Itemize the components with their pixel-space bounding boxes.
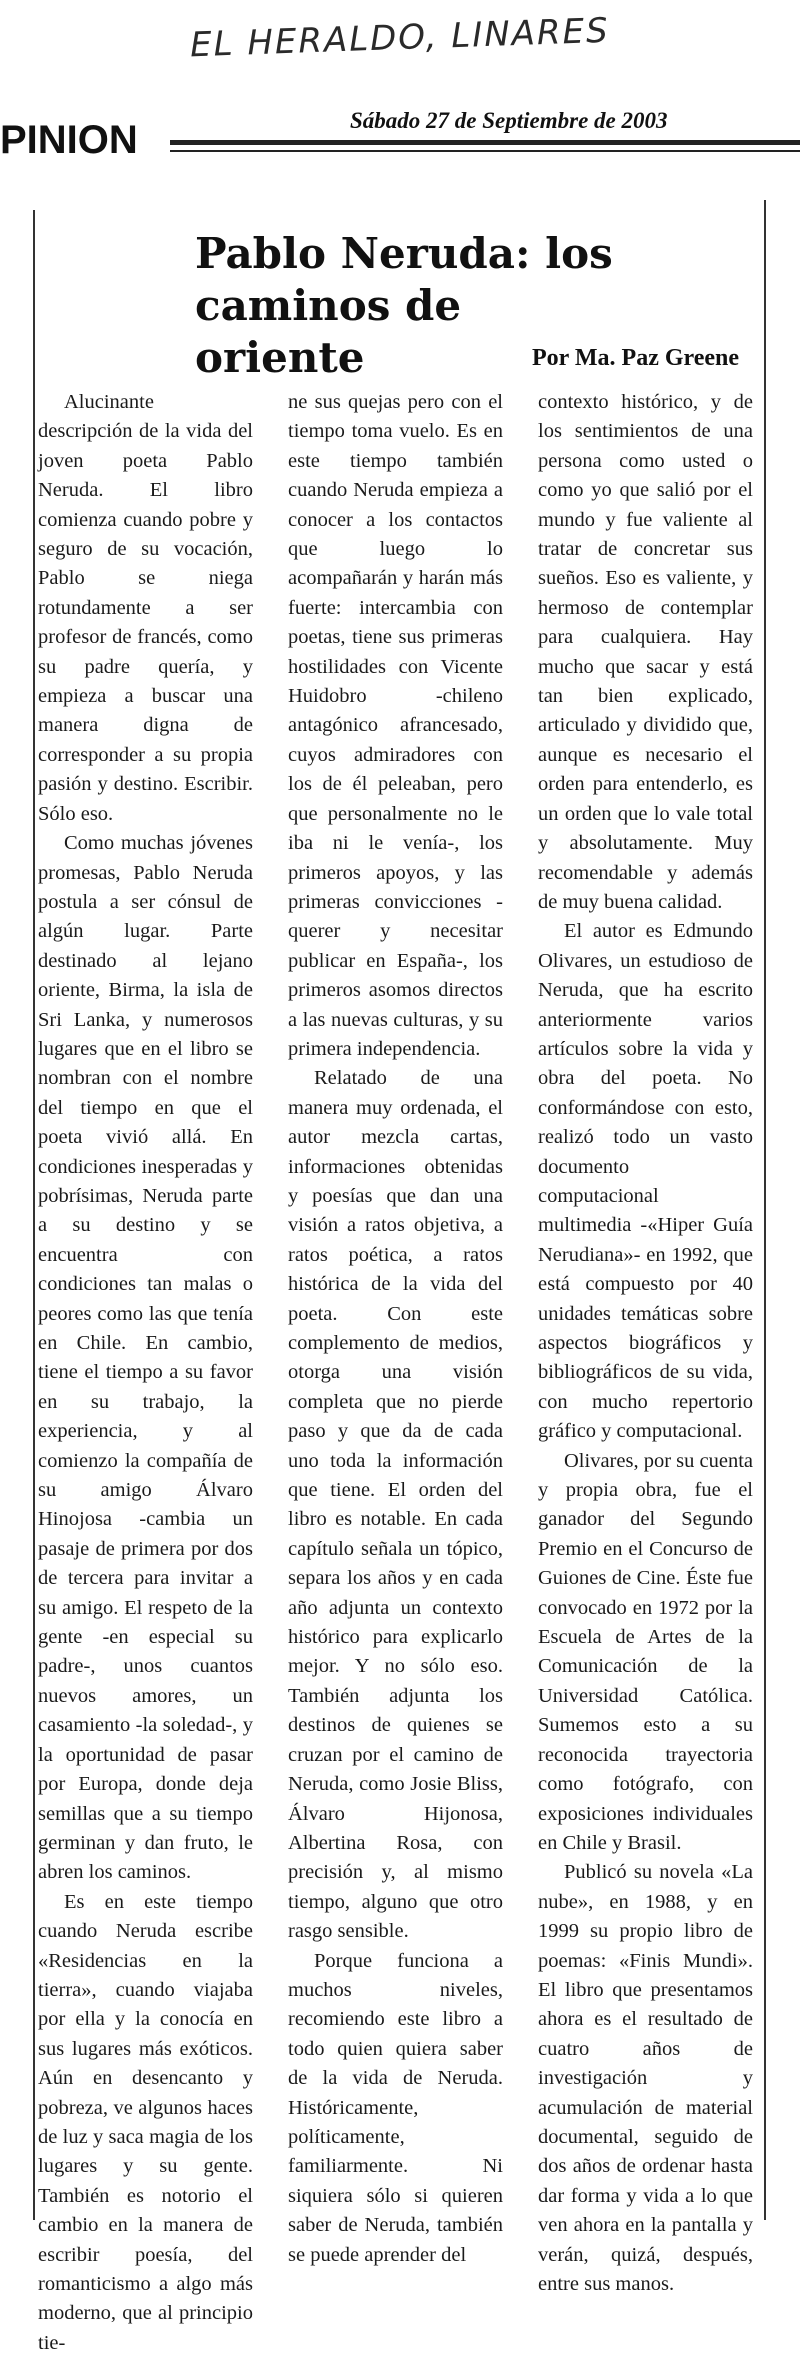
paragraph: contexto histórico, y de los sentimientos de una persona como usted o como yo que salió por el mundo y fue valiente al tratar de concretar sus sueños. Eso es valiente, y hermoso de contemplar para cualquiera. Hay mucho que sacar y está tan bien explicado, articulado y dividido que, aunque es necesario el orden para entenderlo, es un orden que lo vale total y absolutamente. Muy recomendable y además de muy buena calidad. [538, 391, 753, 913]
handwritten-source-note: EL HERALDO, LINARES [189, 10, 611, 66]
paragraph: Relatado de una manera muy ordenada, el autor mezcla cartas, informaciones obtenidas y poesías que dan una visión a ratos objetiva, a ratos poética, a ratos histórica de la vida del poeta. Con este complemento de medios, otorga una visión completa que no pierde paso y que da de cada uno toda la información que tiene. El orden del libro es notable. En cada capítulo señala un tópico, separa los años y en cada año adjunta un contexto histórico para explicarlo mejor. Y no sólo eso. También adjunta los destinos de quienes se cruzan por el camino de Neruda, como Josie Bliss, Álvaro Hijonosa, Albertina Rosa, con precisión y, al mismo tiempo, alguno que otro rasgo sensible. [288, 1067, 503, 1943]
article-column-2 [288, 388, 503, 2270]
paragraph: Publicó su novela «La nube», en 1988, y en 1999 su propio libro de poemas: «Finis Mundi». El libro que presentamos ahora es el resultado de cuatro años de investigación y acumulación de material documental, seguido de dos años de ordenar hasta dar forma y vida a lo que ven ahora en la pantalla y verán, quizá, después, entre sus manos. [538, 1861, 753, 2295]
paragraph: ne sus quejas pero con el tiempo toma vuelo. Es en este tiempo también cuando Neruda empieza a conocer a los contactos que luego lo acompañarán y harán más fuerte: intercambia con poetas, tiene sus primeras hostilidades con Vicente Huidobro -chileno antagónico afrancesado, cuyos admiradores con los de él peleaban, pero que personalmente no le iba ni le venía-, los primeros apoyos, y las primeras convicciones -querer y necesitar publicar en España-, los primeros asomos directos a las nuevas culturas, y su primera independencia. [288, 391, 503, 1060]
paragraph: El autor es Edmundo Olivares, un estudioso de Neruda, que ha escrito anteriormente varios artículos sobre la vida y obra del poeta. No conformándose con esto, realizó todo un vasto documento computacional multimedia -«Hiper Guía Nerudiana»- en 1992, que está compuesto por 40 unidades temáticas sobre aspectos biográficos y bibliográficos de su vida, con mucho repertorio gráfico y computacional. [538, 920, 753, 1443]
header-rule-thick [170, 140, 800, 145]
paragraph: Porque funciona a muchos niveles, recomiendo este libro a todo quien quiera saber de la vida de Neruda. Históricamente, políticamente, familiarmente. Ni siquiera sólo si quieren saber de Neruda, también se puede aprender del [288, 1949, 503, 2266]
clipping-right-border [764, 200, 766, 2220]
paragraph: Olivares, por su cuenta y propia obra, fue el ganador del Segundo Premio en el Concurso de Guiones de Cine. Éste fue convocado en 1972 por la Escuela de Artes de la Comunicación de la Universidad Católica. Sumemos esto a su reconocida trayectoria como fotógrafo, con exposiciones individuales en Chile y Brasil. [538, 1449, 753, 1854]
header-rule-thin [170, 150, 800, 152]
paragraph: Es en este tiempo cuando Neruda escribe «Residencias en la tierra», cuando viajaba por ella y la conocía en sus lugares más exóticos. Aún en desencanto y pobreza, ve algunos haces de luz y saca magia de los lugares y su gente. También es notorio el cambio en la manera de escribir poesía, del romanticismo a algo más moderno, que al principio tie- [38, 1890, 253, 2354]
paragraph: Alucinante descripción de la vida del joven poeta Pablo Neruda. El libro comienza cuando pobre y seguro de su vocación, Pablo se niega rotundamente a ser profesor de francés, como su padre quería, y empieza a buscar una manera digna de corresponder a su propia pasión y destino. Escribir. Sólo eso. [38, 391, 253, 825]
paragraph: Como muchas jóvenes promesas, Pablo Neruda postula a ser cónsul de algún lugar. Parte destinado al lejano oriente, Birma, la isla de Sri Lanka, y numerosos lugares que en el libro se nombran con el nombre del tiempo en que el poeta vivió allá. En condiciones inesperadas y pobrísimas, Neruda parte a su destino y se encuentra con condiciones tan malas o peores como las que tenía en Chile. En cambio, tiene el tiempo a su favor en su trabajo, la experiencia, y al comienzo la compañía de su amigo Álvaro Hinojosa -cambia un pasaje de primera por dos de tercera para invitar a su amigo. El respeto de la gente -en especial su padre-, unos cuantos nuevos amores, un casamiento -la soledad-, y la oportunidad de pasar por Europa, donde deja semillas que a su tiempo germinan y dan fruto, le abren los caminos. [38, 832, 253, 1884]
clipping-left-border [33, 210, 35, 2220]
section-label: PINION [0, 118, 138, 162]
article-title: Pablo Neruda: los caminos de oriente [195, 229, 613, 382]
article-column-3 [538, 388, 753, 2299]
article-byline: Por Ma. Paz Greene [532, 345, 740, 371]
issue-date: Sábado 27 de Septiembre de 2003 [350, 108, 668, 133]
article-column-1 [38, 388, 253, 2358]
